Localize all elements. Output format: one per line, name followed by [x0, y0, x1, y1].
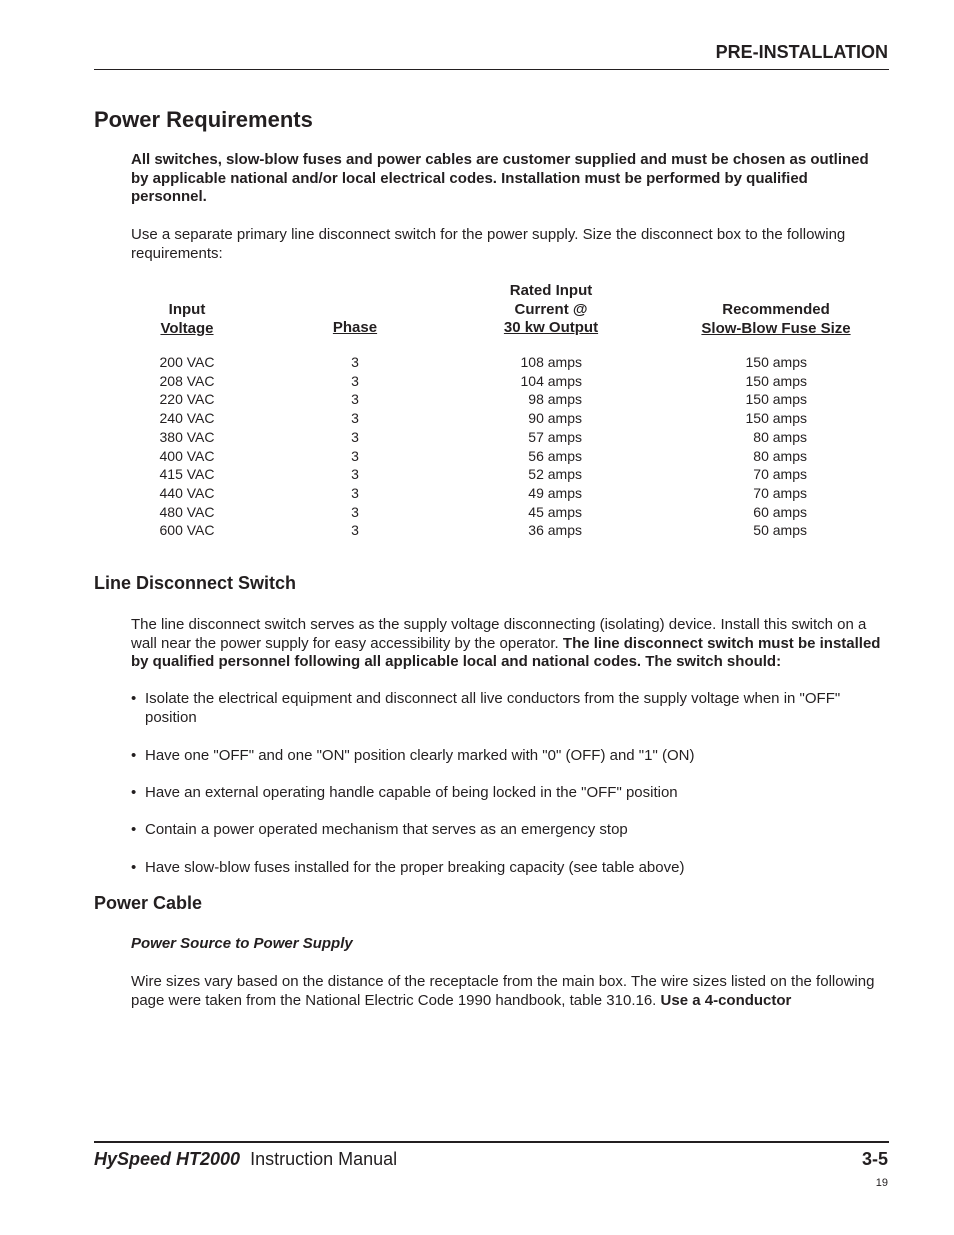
bullet-icon: •	[131, 821, 137, 838]
table-cell-voltage: 200 VAC	[159, 354, 215, 370]
warning-paragraph: All switches, slow-blow fuses and power cables are customer supplied and must be chosen as outlined by applicable national and/or local electrical codes. Installation must be performed by qualified personnel.	[131, 151, 869, 206]
header-current-line1: Rated Input	[509, 282, 593, 299]
bullet-icon: •	[131, 784, 137, 801]
table-cell-voltage: 600 VAC	[159, 522, 215, 539]
table-cell-voltage: 220 VAC	[159, 391, 215, 408]
header-phase	[300, 319, 410, 338]
line-disconnect-text: The line disconnect switch serves as the supply voltage disconnecting (isolating) device. Install this switch on a wall near the power supply for easy accessibility by the operator.	[131, 616, 867, 652]
brand-name: HySpeed HT2000	[94, 1149, 241, 1169]
table-cell-fuse: 150 amps	[745, 372, 807, 389]
header-fuse-line1: Recommended	[722, 301, 830, 318]
bullet-text: Isolate the electrical equipment and disconnect all live conductors from the supply voltage when in "OFF" position	[145, 690, 841, 726]
header-current-line2: Current @	[514, 300, 588, 318]
bullet-text: Have one "OFF" and one "ON" position clearly marked with "0" (OFF) and "1" (ON)	[145, 747, 695, 764]
section-page-number: 3-5	[861, 1149, 888, 1169]
line-disconnect-heading: Line Disconnect Switch	[94, 573, 297, 593]
header-rule	[94, 69, 889, 70]
footer-title	[94, 1149, 397, 1170]
bullet-icon: •	[131, 690, 137, 707]
table-cell-current: 56 amps	[528, 447, 582, 464]
table-cell-fuse: 150 amps	[745, 410, 807, 427]
bullet-text: Contain a power operated mechanism that serves as an emergency stop	[145, 821, 628, 838]
table-cell-voltage: 380 VAC	[159, 428, 215, 445]
table-cell-fuse: 60 amps	[753, 503, 807, 520]
table-cell-phase: 3	[351, 522, 359, 539]
table-cell-current: 36 amps	[528, 522, 582, 539]
table-cell-phase: 3	[351, 391, 359, 408]
table-cell-current: 49 amps	[528, 484, 582, 501]
table-cell-current: 52 amps	[528, 466, 582, 483]
table-cell-voltage: 440 VAC	[159, 484, 215, 501]
bullet-icon: •	[131, 747, 137, 764]
table-cell-voltage: 208 VAC	[159, 372, 215, 389]
section-header: PRE-INSTALLATION	[715, 42, 888, 62]
table-cell-phase: 3	[351, 410, 359, 427]
header-phase-label: Phase	[332, 319, 378, 336]
table-cell-phase: 3	[351, 354, 359, 370]
power-cable-bold-text: Use a 4-conductor	[660, 991, 792, 1009]
header-input-voltage	[131, 301, 243, 338]
footer-rule	[94, 1141, 889, 1143]
table-cell-fuse: 80 amps	[753, 447, 807, 464]
table-cell-voltage: 240 VAC	[159, 410, 215, 427]
table-cell-voltage: 415 VAC	[159, 466, 215, 483]
table-cell-phase: 3	[351, 466, 359, 483]
page-title: Power Requirements	[94, 107, 313, 132]
table-cell-current: 57 amps	[528, 428, 582, 445]
table-cell-phase: 3	[351, 503, 359, 520]
header-rated-current	[490, 282, 612, 338]
table-cell-fuse: 50 amps	[753, 522, 807, 539]
table-cell-phase: 3	[351, 428, 359, 445]
table-cell-current: 45 amps	[528, 503, 582, 520]
table-cell-current: 108 amps	[520, 354, 582, 370]
header-current-line3: 30 kw Output	[503, 319, 599, 337]
bullet-text: Have slow-blow fuses installed for the proper breaking capacity (see table above)	[145, 859, 685, 876]
header-voltage-line1: Input	[168, 301, 206, 318]
bullet-icon: •	[131, 859, 137, 876]
table-cell-phase: 3	[351, 484, 359, 501]
table-cell-voltage: 480 VAC	[159, 503, 215, 520]
table-cell-fuse: 70 amps	[753, 484, 807, 501]
table-cell-current: 90 amps	[528, 410, 582, 427]
line-disconnect-paragraph	[131, 616, 886, 672]
table-cell-fuse: 80 amps	[753, 428, 807, 445]
manual-label: Instruction Manual	[250, 1149, 398, 1169]
table-cell-fuse: 70 amps	[753, 466, 807, 483]
header-fuse-line2: Slow-Blow Fuse Size	[701, 319, 851, 337]
bullet-text: Have an external operating handle capable of being locked in the "OFF" position	[145, 784, 678, 801]
table-cell-voltage: 400 VAC	[159, 447, 215, 464]
power-cable-paragraph	[131, 973, 886, 1010]
header-voltage-line2: Voltage	[160, 319, 214, 337]
intro-paragraph: Use a separate primary line disconnect switch for the power supply. Size the disconnect box to the following requirements:	[131, 226, 846, 262]
power-cable-subtitle: Power Source to Power Supply	[131, 935, 353, 952]
table-cell-phase: 3	[351, 372, 359, 389]
power-cable-heading: Power Cable	[94, 893, 203, 913]
line-disconnect-bold-text: The line disconnect switch must be installed by qualified personnel following all applicable local and national codes. The switch should:	[131, 634, 881, 671]
table-cell-current: 98 amps	[528, 391, 582, 408]
table-cell-current: 104 amps	[520, 372, 582, 389]
page-number: 19	[875, 1177, 888, 1189]
power-cable-text: Wire sizes vary based on the distance of the receptacle from the main box. The wire sizes listed on the following page were taken from the National Electric Code 1990 handbook, table 310.16.	[131, 973, 875, 1009]
table-cell-phase: 3	[351, 447, 359, 464]
table-cell-fuse: 150 amps	[745, 354, 807, 370]
header-fuse-size	[690, 301, 862, 338]
table-cell-fuse: 150 amps	[745, 391, 807, 408]
